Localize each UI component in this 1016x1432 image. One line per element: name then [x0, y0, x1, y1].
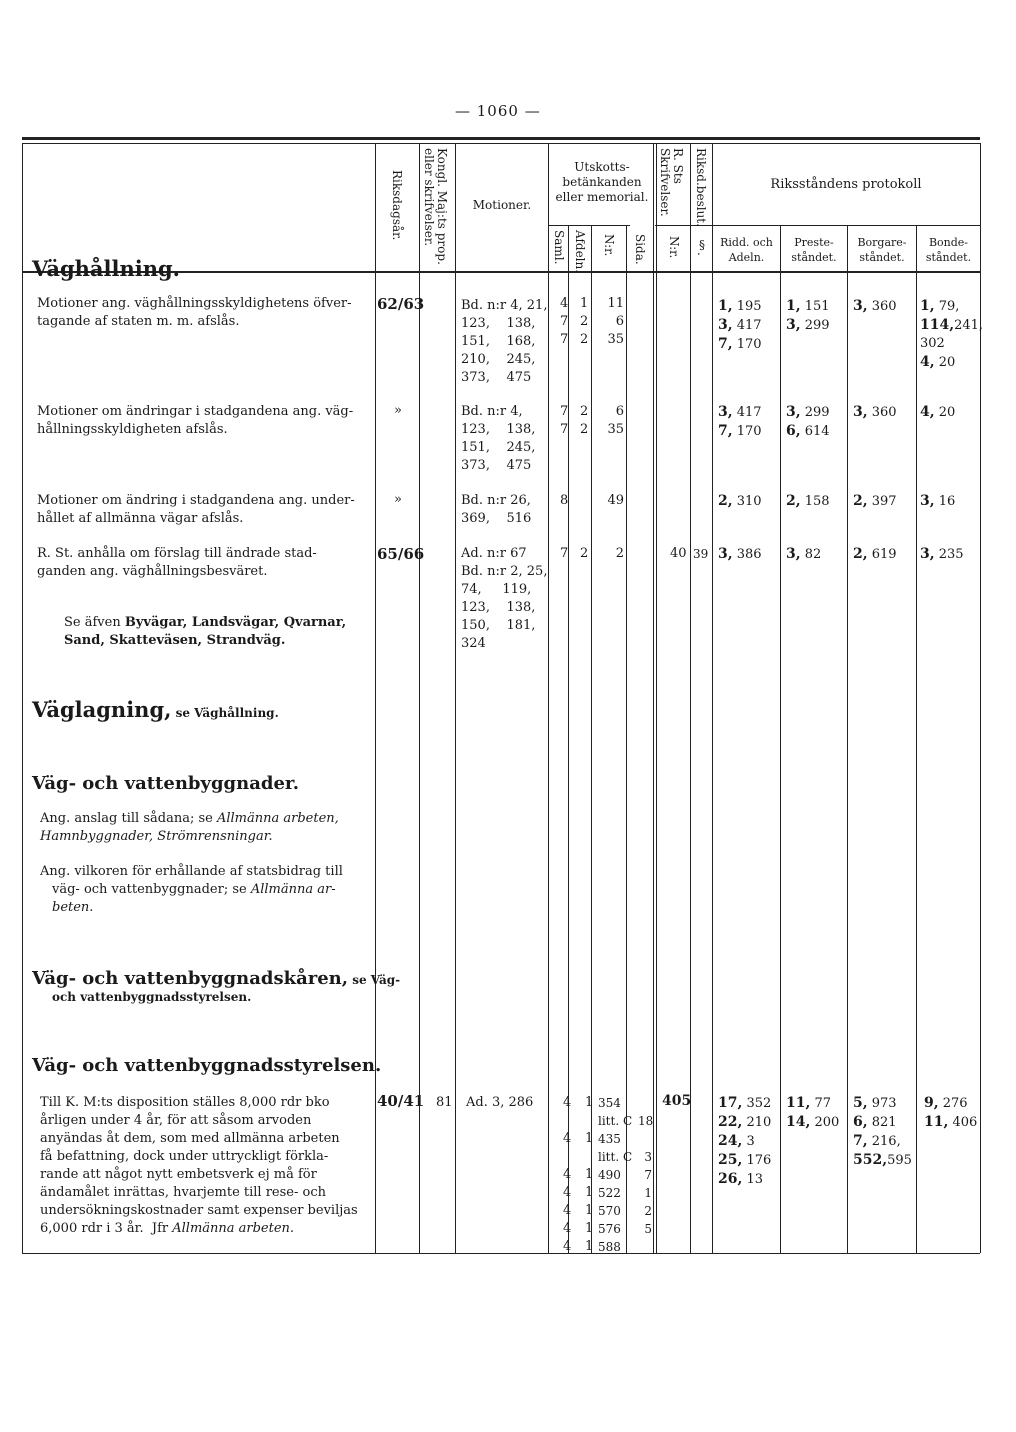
rule-motioner [548, 143, 549, 1253]
ang-anslag-ref1: Allmänna arbeten, [216, 811, 339, 826]
section-vaglagning [32, 697, 279, 722]
row4-year: 65/66 [377, 545, 425, 563]
rule-left [22, 143, 23, 1253]
utskott-sub-rule [548, 225, 630, 226]
row1-nr: 11 6 35 [607, 296, 624, 347]
row1-motioner: Bd. n:r 4, 21, 123, 138, 151, 168, 210, 245, 373, 475 [461, 298, 548, 385]
row3-nr: 49 [607, 493, 624, 508]
row2-borgare: 3, 360 [853, 404, 897, 420]
row4-nr: 2 [615, 546, 624, 561]
rule-preste [847, 225, 848, 1253]
hdr-nr: N:r. [602, 234, 616, 257]
row2-saml: 7 7 [560, 404, 569, 437]
row5-afd: 1 1 1 1 1 1 1 [585, 1095, 594, 1254]
hdr-utskott: Utskotts- betänkanden eller memorial. [555, 160, 649, 204]
ang-anslag-line1 [40, 810, 339, 828]
ang-anslag-prefix: Ang. anslag till sådana; se [40, 811, 217, 826]
row4-afd: 2 [580, 546, 589, 561]
row5-kongl: 81 [436, 1095, 453, 1110]
rule-riksd [712, 143, 713, 1253]
section-styrelsen: Väg- och vattenbyggnadsstyrelsen. [32, 1055, 382, 1076]
row1-bonde: 1, 79, 114,241, 302 4, 20 [920, 298, 984, 370]
ang-vilkoren-ref-end: beten. [52, 900, 94, 915]
row2-afd: 2 2 [580, 404, 589, 437]
row1-preste: 1, 151 3, 299 [786, 298, 830, 333]
karen-title: Väg- och vattenbyggnadskåren, [32, 968, 349, 989]
hdr-rsts: R. Sts Skrifvelser. [658, 148, 685, 217]
rule-sida-a [653, 143, 654, 1253]
top-rule-thin [22, 143, 980, 144]
top-rule [22, 137, 980, 140]
row3-bonde: 3, 16 [920, 493, 956, 509]
row4-preste: 3, 82 [786, 546, 822, 562]
vaglagning-ref: se Väghållning. [171, 706, 279, 720]
row4-motioner: Ad. n:r 67 Bd. n:r 2, 25, 74, 119, 123, 138, 150, 181, 324 [461, 546, 548, 651]
karen-ref: och vattenbyggnadsstyrelsen. [52, 990, 252, 1004]
table-bottom-rule [22, 1253, 980, 1254]
row4-desc: R. St. anhålla om förslag till ändrade stad- ganden ang. väghållningsbesväret. [37, 546, 317, 579]
hdr-afdeln: Afdeln. [573, 230, 587, 274]
row4-ridd: 3, 386 [718, 546, 762, 562]
rule-sida-b [656, 143, 657, 1253]
row1-year: 62/63 [377, 295, 425, 313]
row3-saml: 8 [560, 493, 569, 508]
hdr-rsts-nr: N:r. [667, 236, 681, 259]
row3-year: » [394, 492, 402, 507]
row3-motioner: Bd. n:r 26, 369, 516 [461, 493, 532, 526]
hdr-preste: Preste- ståndet. [791, 236, 837, 264]
page-number: — 1060 — [455, 102, 541, 120]
row5-nr: 354 litt. C 435 litt. C 490 522 570 576 588 [598, 1096, 633, 1254]
row2-desc: Motioner om ändringar i stadgandena ang. väg- hållningsskyldigheten afslås. [37, 404, 354, 437]
section-vag-vattenbyggnader: Väg- och vattenbyggnader. [32, 773, 300, 794]
protokoll-sub-rule [712, 225, 980, 226]
row5-desc-ref: Allmänna arbeten. [172, 1221, 295, 1236]
row4-borgare: 2, 619 [853, 546, 897, 562]
ang-anslag-ref2: Hamnbyggnader, Strömrensningar. [40, 829, 273, 844]
hdr-borgare: Borgare- ståndet. [857, 236, 907, 264]
row1-saml: 4 7 7 [560, 296, 569, 347]
hdr-kongl: Kongl. Maj:ts prop. eller skrifvelser. [422, 148, 449, 265]
row3-borgare: 2, 397 [853, 493, 897, 509]
section-karen [32, 968, 400, 989]
row3-preste: 2, 158 [786, 493, 830, 509]
hdr-ridd: Ridd. och Adeln. [720, 236, 773, 264]
hdr-riksdagsar: Riksdagsår. [390, 170, 404, 241]
rule-rsts [690, 143, 691, 1253]
row1-afd: 1 2 2 [580, 296, 589, 347]
hdr-saml: Saml. [552, 230, 566, 265]
row5-borgare: 5, 973 6, 821 7, 216, 552,595 [853, 1095, 912, 1168]
row5-motioner: Ad. 3, 286 [466, 1095, 534, 1110]
row2-motioner: Bd. n:r 4, 123, 138, 151, 245, 373, 475 [461, 404, 536, 473]
row2-preste: 3, 299 6, 614 [786, 404, 830, 439]
row4-bonde: 3, 235 [920, 546, 964, 562]
rule-borgare [916, 225, 917, 1253]
section-vaghallning: Väghållning. [32, 256, 180, 281]
row1-ridd: 1, 195 3, 417 7, 170 [718, 298, 762, 352]
hdr-protokoll: Riksståndens protokoll [770, 177, 922, 192]
hdr-bonde: Bonde- ståndet. [925, 236, 972, 264]
row5-desc-text: Till K. M:ts disposition ställes 8,000 rdr bko årligen under 4 år, för att såsom arvoden anyändas åt dem, som med allmänna arbeten få befattning, dock under uttryckligt förkla- rande att något nytt embetsverk ej må för ändamålet inrättas, hvarjemte till rese- och undersökningskostnader samt expenser beviljas 6,000 rdr i 3 år. Jfr [40, 1095, 358, 1236]
row3-desc: Motioner om ändring i stadgandena ang. under- hållet af allmänna vägar afslås. [37, 493, 355, 526]
row2-nr: 6 35 [607, 404, 624, 437]
row1-desc: Motioner ang. väghållningsskyldighetens öfver- tagande af staten m. m. afslås. [37, 296, 352, 329]
rule-ridd [780, 225, 781, 1253]
row2-bonde: 4, 20 [920, 404, 956, 420]
row5-rsts-nr: 405 [662, 1093, 692, 1109]
row5-year: 40/41 [377, 1092, 425, 1110]
row1-borgare: 3, 360 [853, 298, 897, 314]
se-afven-line1 [64, 614, 346, 632]
se-afven-refs2: Sand, Skatteväsen, Strandväg. [64, 633, 286, 648]
se-afven-prefix: Se äfven [64, 615, 125, 630]
se-afven-refs1: Byvägar, Landsvägar, Qvarnar, [124, 615, 347, 630]
row5-saml: 4 4 4 4 4 4 4 [563, 1095, 572, 1254]
row2-ridd: 3, 417 7, 170 [718, 404, 762, 439]
row5-desc [40, 1094, 376, 1238]
hdr-sida: Sida. [633, 234, 647, 265]
row5-ridd: 17, 352 22, 210 24, 3 25, 176 26, 13 [718, 1095, 772, 1187]
ang-vilkoren-prefix: väg- och vattenbyggnader; se [52, 882, 251, 897]
ang-vilkoren-line1: Ang. vilkoren för erhållande af statsbidrag till [40, 864, 343, 879]
row3-ridd: 2, 310 [718, 493, 762, 509]
vaglagning-title: Väglagning, [32, 697, 172, 722]
hdr-riksd: Riksd.beslut. [694, 148, 708, 227]
row5-bonde: 9, 276 11, 406 [924, 1095, 978, 1130]
ang-vilkoren-line2 [52, 881, 336, 899]
karen-se: se Väg- [348, 973, 401, 987]
row5-preste: 11, 77 14, 200 [786, 1095, 840, 1130]
rule-kongl [455, 143, 456, 1253]
row4-saml: 7 [560, 546, 569, 561]
row4-riksd: 39 [693, 547, 709, 561]
hdr-riksd-par: §. [695, 238, 709, 256]
row4-rsts-nr: 40 [670, 546, 687, 561]
row5-sida: 18 3 7 1 2 5 [638, 1114, 654, 1236]
hdr-motioner: Motioner. [472, 198, 532, 212]
row2-year: » [394, 403, 402, 418]
ang-vilkoren-ref: Allmänna ar- [250, 882, 336, 897]
